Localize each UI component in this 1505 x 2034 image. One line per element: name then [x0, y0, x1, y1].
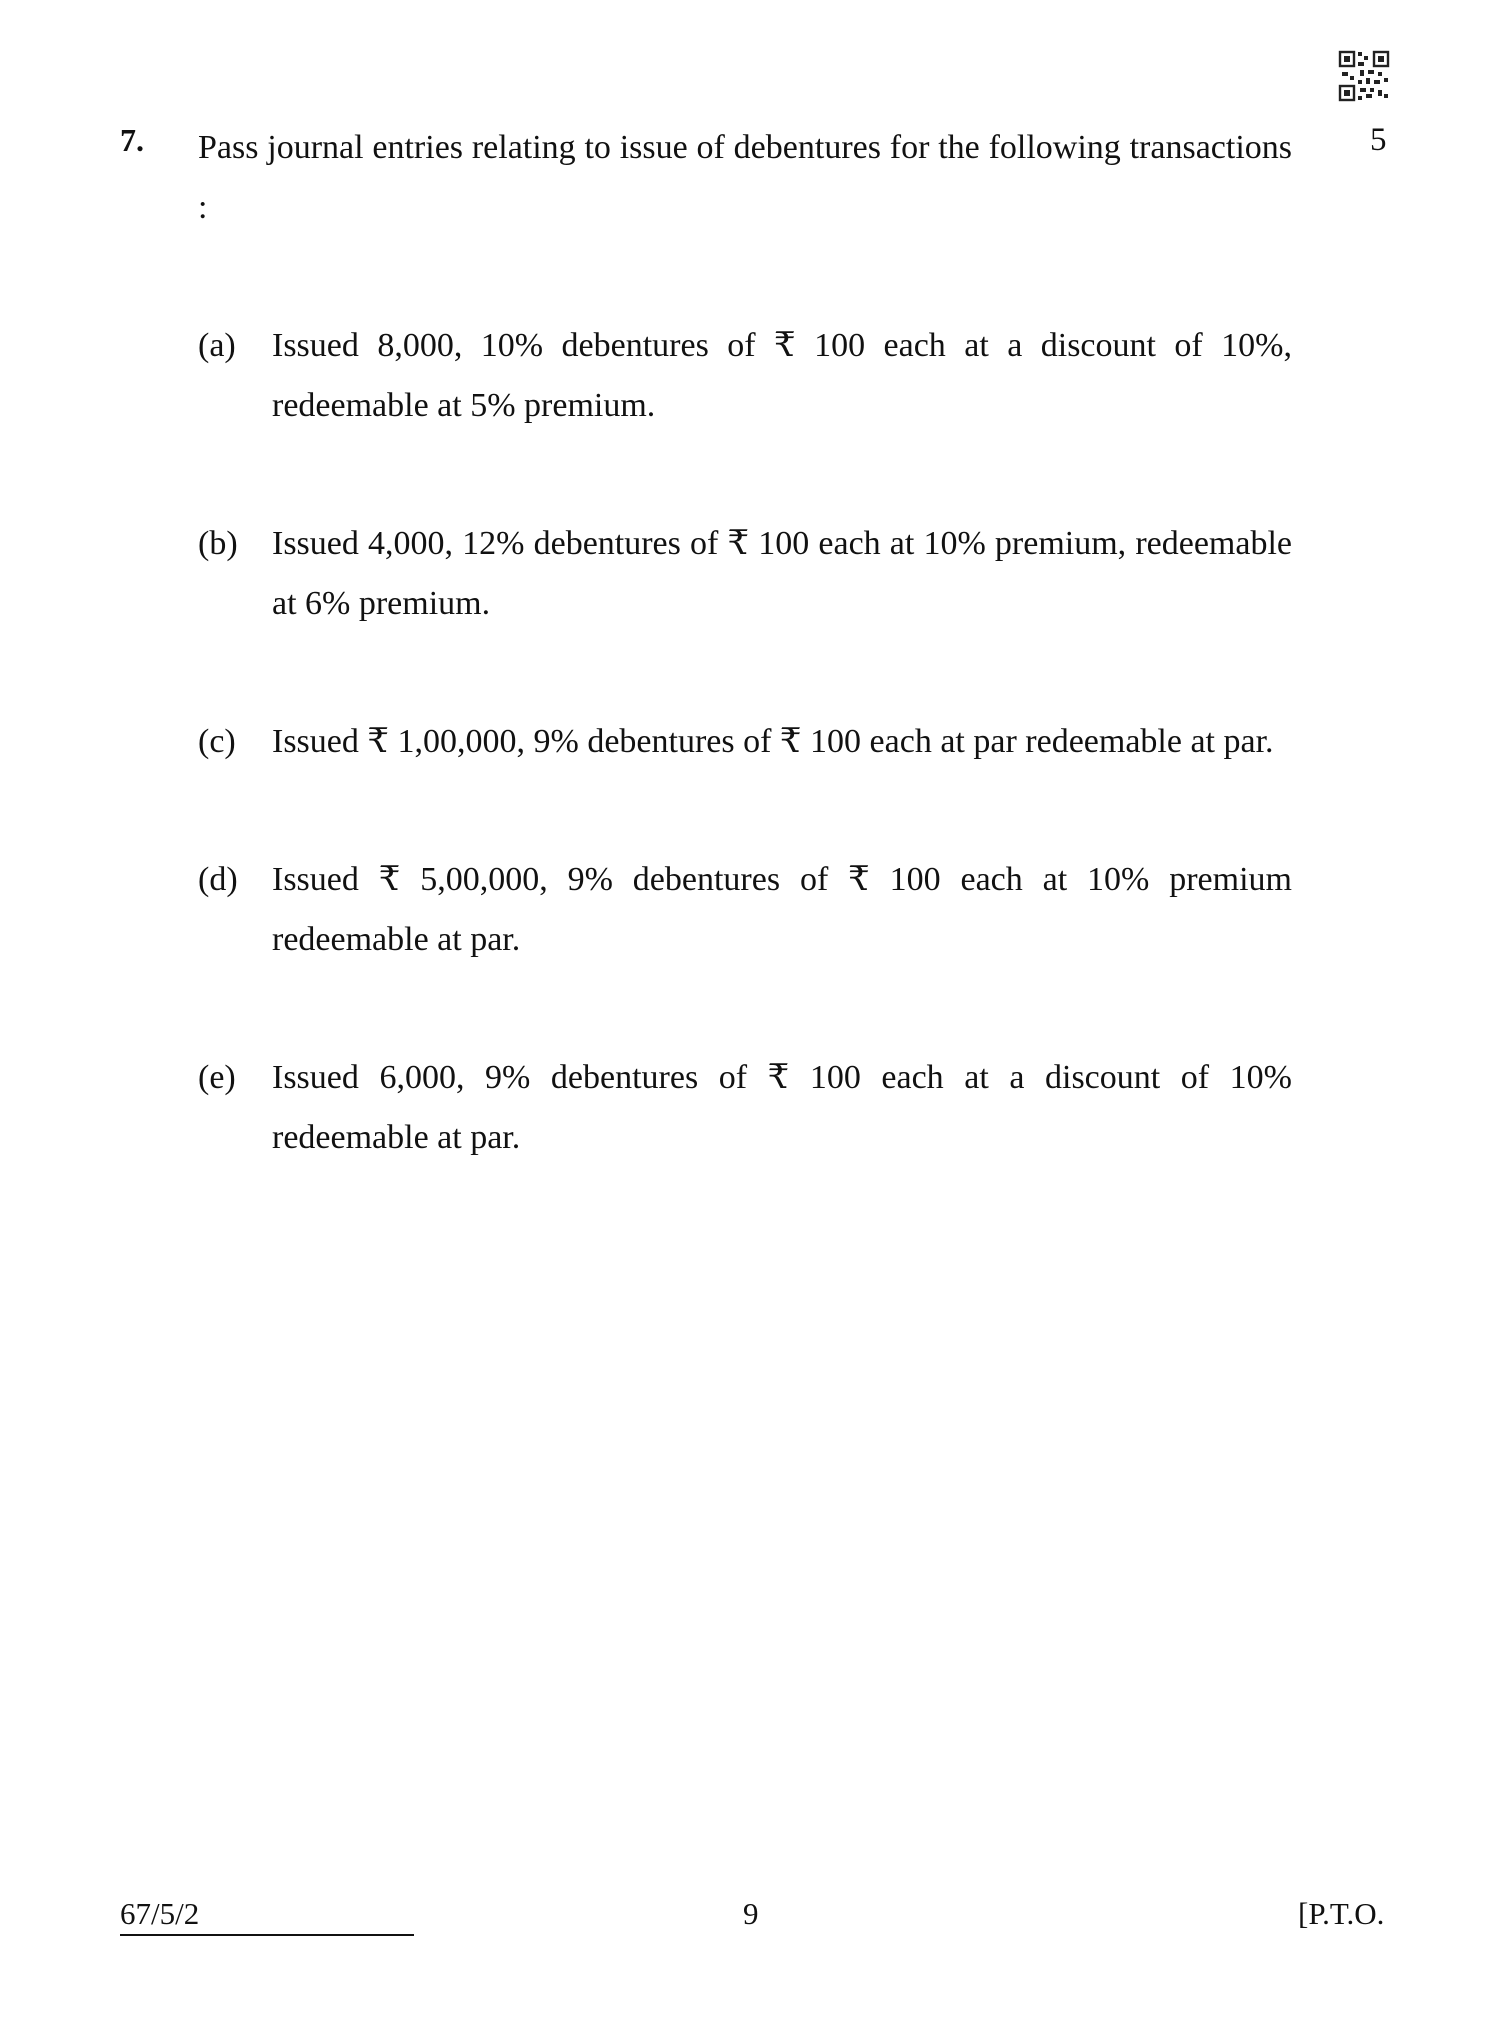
question-part-a [198, 316, 1292, 436]
question-text: Pass journal entries relating to issue of debentures for the following transactions : [198, 129, 1292, 226]
part-label: (a) [198, 327, 236, 364]
question-part-c [198, 712, 1292, 772]
question-marks: 5 [1370, 122, 1387, 158]
qr-code-icon [1338, 50, 1390, 102]
question-part-e [198, 1048, 1292, 1168]
part-text: Issued 6,000, 9% debentures of ₹ 100 each at a discount of 10% redeemable at par. [272, 1059, 1292, 1156]
part-text: Issued 8,000, 10% debentures of ₹ 100 each at a discount of 10%, redeemable at 5% premium. [272, 327, 1292, 424]
question-number: 7. [120, 122, 144, 158]
part-text: Issued 4,000, 12% debentures of ₹ 100 each at 10% premium, redeemable at 6% premium. [272, 525, 1292, 622]
part-text: Issued ₹ 1,00,000, 9% debentures of ₹ 100 each at par redeemable at par. [272, 723, 1274, 760]
please-turn-over: [P.T.O. [1298, 1896, 1385, 1931]
question-part-d [198, 850, 1292, 970]
part-label: (b) [198, 525, 238, 562]
question-part-b [198, 514, 1292, 634]
paper-code: 67/5/2 [120, 1896, 414, 1936]
part-label: (c) [198, 723, 236, 760]
page-number: 9 [743, 1896, 759, 1931]
part-label: (d) [198, 861, 238, 898]
part-label: (e) [198, 1059, 236, 1096]
part-text: Issued ₹ 5,00,000, 9% debentures of ₹ 100 each at 10% premium redeemable at par. [272, 861, 1292, 958]
